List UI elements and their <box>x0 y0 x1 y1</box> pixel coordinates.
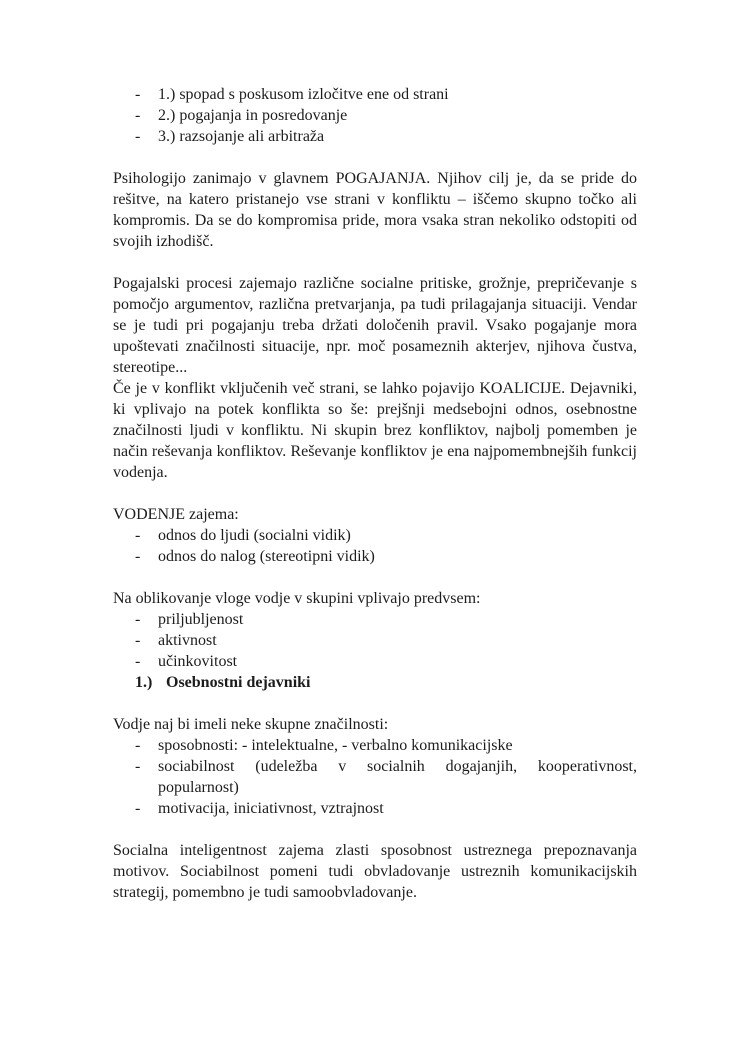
paragraph-socialna-inteligentnost: Socialna inteligentnost zajema zlasti sposobnost ustreznega prepoznavanja motivov. Sociabilnost pomeni tudi obvladovanje ustreznih komunikacijskih strategij, pomembno je tudi samoobvladovanje. <box>113 842 637 901</box>
list-item <box>113 798 637 819</box>
list-item-text: učinkovitost <box>158 653 238 670</box>
list-item <box>113 756 637 798</box>
znacilnosti-list <box>113 735 637 819</box>
list-item <box>113 84 637 105</box>
list-item-text: odnos do ljudi (socialni vidik) <box>158 527 351 544</box>
paragraph-koalicije: Če je v konflikt vključenih več strani, se lahko pojavijo KOALICIJE. Dejavniki, ki vplivajo na potek konflikta so še: prejšnji medsebojni odnos, osebnostne značilnosti ljudi v konfliktu. Ni skupin brez konfliktov, najbolj pomemben je način reševanja konfliktov. Reševanje konfliktov je ena najpomembnejših funkcij vodenja. <box>113 380 637 481</box>
list-dash: - <box>135 758 141 775</box>
list-dash: - <box>135 548 141 565</box>
paragraph-pogajalski-procesi: Pogajalski procesi zajemajo različne socialne pritiske, grožnje, prepričevanje s pomočjo argumentov, različna pretvarjanja, pa tudi prilagajanja situaciji. Vendar se je tudi pri pogajanju treba držati določenih pravil. Vsako pogajanje mora upoštevati značilnosti situacije, npr. moč posameznih akterjev, njihova čustva, stereotipe... <box>113 275 637 376</box>
vloga-list <box>113 609 637 672</box>
list-dash: - <box>135 611 141 628</box>
list-item-text: 3.) razsojanje ali arbitraža <box>158 128 325 145</box>
vodenje-list <box>113 525 637 567</box>
paragraph-pogajanja: Psihologijo zanimajo v glavnem POGAJANJA. Njihov cilj je, da se pride do rešitve, na katero pristanejo vse strani v konfliktu – iščemo skupno točko ali kompromis. Da se do kompromisa pride, mora vsaka stran nekoliko odstopiti od svojih izhodišč. <box>113 170 637 250</box>
list-dash: - <box>135 632 141 649</box>
list-item <box>113 525 637 546</box>
list-dash: - <box>135 800 141 817</box>
list-dash: - <box>135 737 141 754</box>
list-item-text: motivacija, iniciativnost, vztrajnost <box>158 800 384 817</box>
section-title: Osebnostni dejavniki <box>166 674 311 691</box>
list-item-text: odnos do nalog (stereotipni vidik) <box>158 548 375 565</box>
vloga-heading: Na oblikovanje vloge vodje v skupini vplivajo predvsem: <box>113 590 481 607</box>
list-dash: - <box>135 107 141 124</box>
list-item-text: sociabilnost (udeležba v socialnih dogajanjih, kooperativnost, popularnost) <box>158 758 637 796</box>
list-dash: - <box>135 527 141 544</box>
section-heading-osebnostni-dejavniki <box>113 672 637 693</box>
list-item-text: aktivnost <box>158 632 217 649</box>
list-item <box>113 105 637 126</box>
list-item <box>113 126 637 147</box>
list-dash: - <box>135 86 141 103</box>
list-item <box>113 735 637 756</box>
conflict-modes-list <box>113 84 637 147</box>
vodenje-heading: VODENJE zajema: <box>113 506 239 523</box>
list-item <box>113 609 637 630</box>
list-item <box>113 546 637 567</box>
list-item <box>113 630 637 651</box>
list-dash: - <box>135 128 141 145</box>
list-item-text: 1.) spopad s poskusom izločitve ene od strani <box>158 86 449 103</box>
list-item-text: 2.) pogajanja in posredovanje <box>158 107 348 124</box>
znacilnosti-heading: Vodje naj bi imeli neke skupne značilnosti: <box>113 716 389 733</box>
list-dash: - <box>135 653 141 670</box>
list-item-text: priljubljenost <box>158 611 244 628</box>
list-item-text: sposobnosti: - intelektualne, - verbalno komunikacijske <box>158 737 513 754</box>
list-item <box>113 651 637 672</box>
section-number: 1.) <box>135 674 153 691</box>
